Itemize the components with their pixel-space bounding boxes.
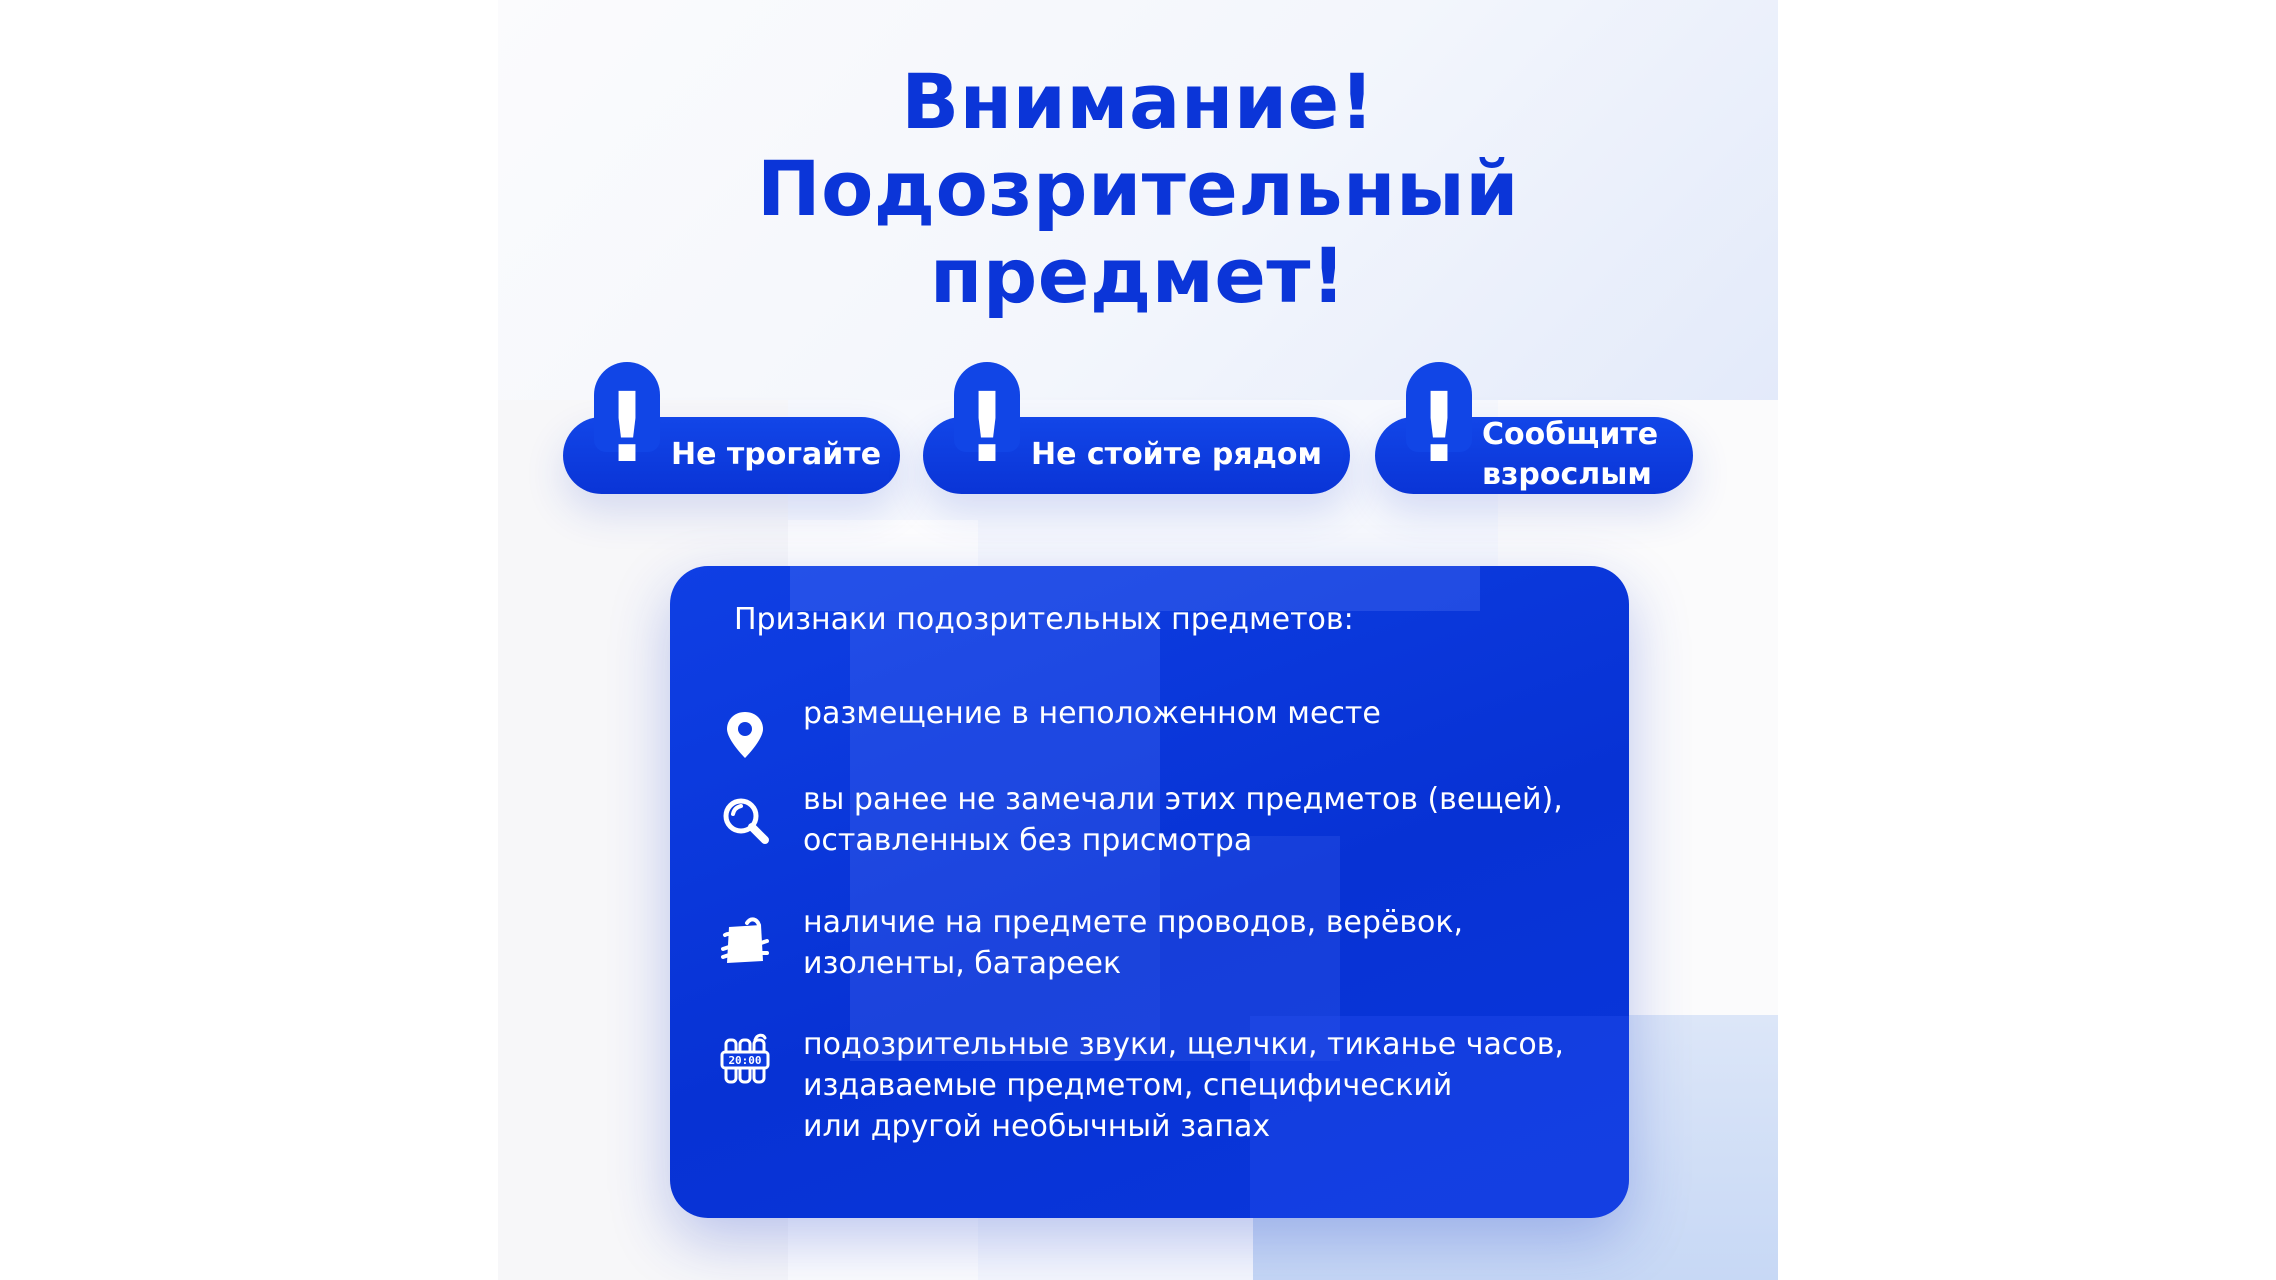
sign-text [803, 902, 1463, 984]
warning-label: Не стойте рядом [1031, 437, 1322, 472]
warning-badge-dont-touch [563, 372, 900, 494]
poster-title [498, 58, 1778, 319]
sign-text-line: наличие на предмете проводов, верёвок, [803, 905, 1464, 940]
warning-label-line-2: взрослым [1482, 457, 1652, 492]
wrapped-box-icon [717, 913, 773, 969]
signs-heading: Признаки подозрительных предметов: [734, 602, 1354, 637]
warning-label: Не трогайте [671, 437, 882, 472]
sign-text-line: изоленты, батареек [803, 946, 1122, 981]
warning-badge-dont-stand-near [923, 372, 1350, 494]
sign-text-line: или другой необычный запах [803, 1109, 1271, 1144]
warning-label [1482, 415, 1658, 495]
title-line-2: Подозрительный [756, 144, 1520, 233]
sign-text-line: вы ранее не замечали этих предметов (вещей), [803, 782, 1563, 817]
exclamation-icon: ! [605, 372, 649, 484]
sign-text [803, 693, 1381, 734]
warning-poster [498, 0, 1778, 1280]
sign-text-line: размещение в неположенном месте [803, 696, 1381, 731]
warning-label-line-1: Сообщите [1482, 417, 1659, 452]
title-line-3: предмет! [929, 231, 1347, 320]
title-line-1: Внимание! [901, 57, 1375, 146]
sign-text-line: издаваемые предметом, специфический [803, 1068, 1453, 1103]
signs-card [670, 566, 1629, 1218]
sign-text [803, 1024, 1564, 1147]
sign-text [803, 779, 1563, 861]
location-pin-icon [717, 706, 773, 762]
warning-badge-tell-adults [1375, 372, 1693, 494]
sign-text-line: подозрительные звуки, щелчки, тиканье часов, [803, 1027, 1564, 1062]
timer-bomb-icon [717, 1032, 773, 1088]
magnifier-icon [717, 792, 773, 848]
timer-display: 20:00 [728, 1054, 762, 1067]
exclamation-icon: ! [965, 372, 1009, 484]
sign-text-line: оставленных без присмотра [803, 823, 1253, 858]
exclamation-icon: ! [1417, 372, 1461, 484]
